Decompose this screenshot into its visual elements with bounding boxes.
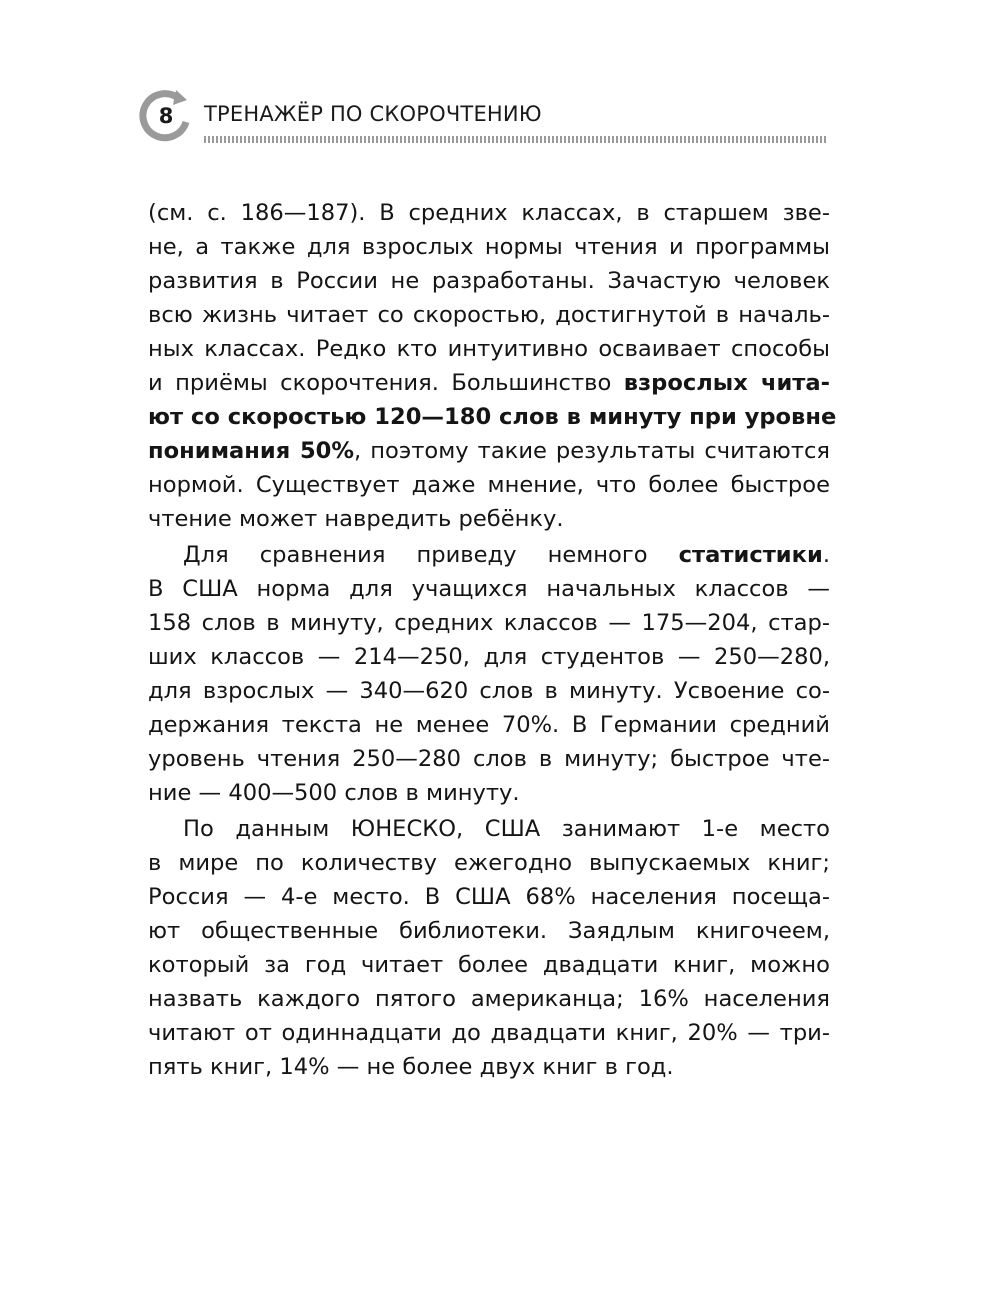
text-line: [148, 674, 830, 708]
text-line: [148, 1016, 830, 1050]
text-line: [148, 1050, 830, 1084]
text-run: чтение может навредить ребёнку.: [148, 506, 564, 532]
text-line: [148, 502, 830, 536]
text-line: [148, 298, 830, 332]
page-number: 8: [158, 104, 174, 128]
text-line: [148, 264, 830, 298]
text-line: [148, 400, 837, 434]
text-line: [148, 742, 830, 776]
text-run: который за год читает более двадцати книг, можно: [148, 952, 830, 978]
bold-text: ют со скоростью 120—180 слов в минуту при уровне: [148, 404, 837, 430]
text-line: [148, 846, 830, 880]
text-run: ших классов — 214—250, для студентов — 250—280,: [148, 644, 830, 670]
text-run: ние — 400—500 слов в минуту.: [148, 780, 520, 806]
text-run: ют общественные библиотеки. Заядлым книгочеем,: [148, 918, 830, 944]
text-run: (см. с. 186—187). В средних классах, в старшем зве-: [148, 200, 830, 226]
running-title: ТРЕНАЖЁР ПО СКОРОЧТЕНИЮ: [204, 102, 542, 126]
text-line: [148, 434, 830, 468]
text-line: [148, 572, 830, 606]
text-run: Для сравнения приведу немного: [183, 542, 679, 568]
text-run: для взрослых — 340—620 слов в минуту. Усвоение со-: [148, 678, 830, 704]
text-run: Россия — 4-е место. В США 68% населения посеща-: [148, 884, 830, 910]
text-run: , поэтому такие результаты считаются: [354, 438, 830, 464]
text-line: [148, 538, 830, 572]
text-run: .: [822, 542, 830, 568]
text-run: держания текста не менее 70%. В Германии средний: [148, 712, 830, 738]
text-run: читают от одиннадцати до двадцати книг, 20% — три-: [148, 1020, 830, 1046]
paragraph: [148, 196, 837, 536]
text-line: [148, 640, 830, 674]
text-line: [148, 366, 830, 400]
text-run: 158 слов в минуту, средних классов — 175—204, стар-: [148, 610, 830, 636]
text-line: [148, 812, 830, 846]
text-line: [148, 230, 830, 264]
text-line: [148, 948, 830, 982]
text-line: [148, 776, 830, 810]
text-line: [148, 708, 830, 742]
paragraph: [148, 812, 830, 1084]
page-header: [138, 88, 828, 148]
bold-text: взрослых чита-: [623, 370, 831, 396]
text-line: [148, 196, 830, 230]
text-run: ных классах. Редко кто интуитивно осваивает способы: [148, 336, 830, 362]
body-text: [148, 196, 837, 1084]
text-run: и приёмы скорочтения. Большинство: [148, 370, 624, 396]
text-run: пять книг, 14% — не более двух книг в год.: [148, 1054, 674, 1080]
text-run: В США норма для учащихся начальных классов —: [148, 576, 830, 602]
header-dotted-rule: [204, 136, 828, 143]
bold-text: статистики: [678, 542, 823, 568]
bold-text: понимания 50%: [148, 438, 355, 464]
text-line: [148, 880, 830, 914]
paragraph: [148, 538, 830, 810]
text-line: [148, 914, 830, 948]
text-run: уровень чтения 250—280 слов в минуту; быстрое чте-: [148, 746, 830, 772]
text-line: [148, 332, 830, 366]
text-run: в мире по количеству ежегодно выпускаемых книг;: [148, 850, 830, 876]
text-run: назвать каждого пятого американца; 16% населения: [148, 986, 830, 1012]
text-line: [148, 982, 830, 1016]
page-number-badge: [138, 88, 194, 144]
text-line: [148, 468, 830, 502]
text-line: [148, 606, 830, 640]
text-run: не, а также для взрослых нормы чтения и программы: [148, 234, 830, 260]
text-run: всю жизнь читает со скоростью, достигнутой в началь-: [148, 302, 830, 328]
text-run: нормой. Существует даже мнение, что более быстрое: [148, 472, 830, 498]
text-run: По данным ЮНЕСКО, США занимают 1-е место: [183, 816, 830, 842]
text-run: развития в России не разработаны. Зачастую человек: [148, 268, 830, 294]
